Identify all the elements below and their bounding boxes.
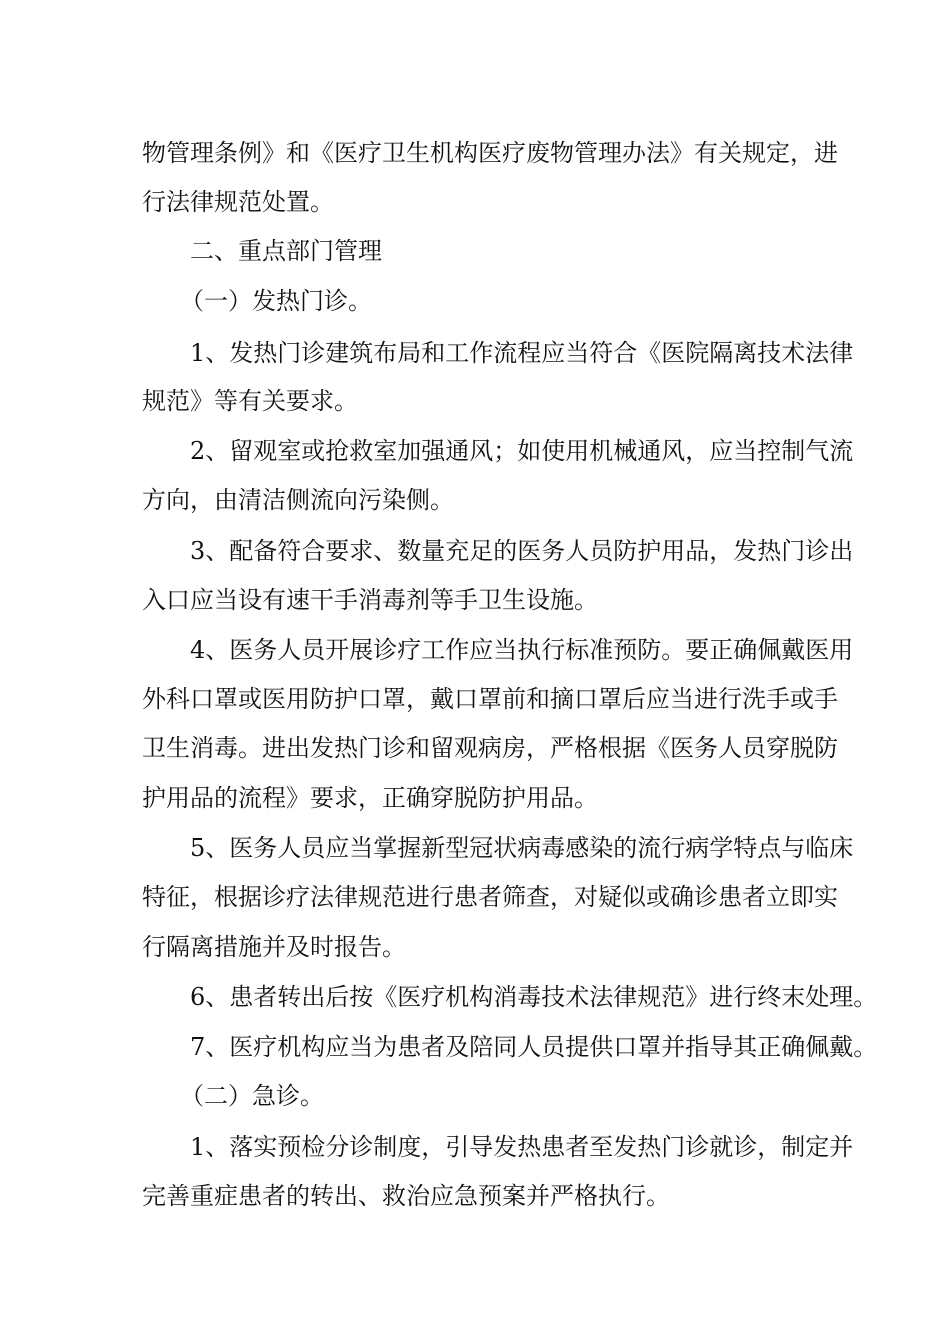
text-line: 1、落实预检分诊制度，引导发热患者至发热门诊就诊，制定并 — [190, 1133, 854, 1161]
text-line: 入口应当设有速干手消毒剂等手卫生设施。 — [142, 586, 598, 614]
text-line: 完善重症患者的转出、救治应急预案并严格执行。 — [142, 1182, 670, 1210]
text-line: 3、配备符合要求、数量充足的医务人员防护用品，发热门诊出 — [190, 537, 854, 565]
text-line: 行隔离措施并及时报告。 — [142, 933, 406, 961]
text-line: 6、患者转出后按《医疗机构消毒技术法律规范》进行终末处理。 — [190, 983, 878, 1011]
text-line: 2、留观室或抢救室加强通风；如使用机械通风，应当控制气流 — [190, 437, 854, 465]
text-line: 方向，由清洁侧流向污染侧。 — [142, 486, 454, 514]
section-heading: 二、重点部门管理 — [190, 237, 382, 265]
text-line: 护用品的流程》要求，正确穿脱防护用品。 — [142, 784, 598, 812]
text-line: 特征，根据诊疗法律规范进行患者筛查，对疑似或确诊患者立即实 — [142, 883, 838, 911]
text-line: 行法律规范处置。 — [142, 188, 334, 216]
text-line: 外科口罩或医用防护口罩，戴口罩前和摘口罩后应当进行洗手或手 — [142, 685, 838, 713]
text-line: 4、医务人员开展诊疗工作应当执行标准预防。要正确佩戴医用 — [190, 636, 854, 664]
text-line: 物管理条例》和《医疗卫生机构医疗废物管理办法》有关规定，进 — [142, 139, 838, 167]
text-line: 5、医务人员应当掌握新型冠状病毒感染的流行病学特点与临床 — [190, 834, 854, 862]
subsection-heading: （二）急诊。 — [180, 1082, 324, 1110]
text-line: 卫生消毒。进出发热门诊和留观病房，严格根据《医务人员穿脱防 — [142, 734, 838, 762]
text-line: 1、发热门诊建筑布局和工作流程应当符合《医院隔离技术法律 — [190, 339, 854, 367]
text-line: 规范》等有关要求。 — [142, 387, 358, 415]
text-line: 7、医疗机构应当为患者及陪同人员提供口罩并指导其正确佩戴。 — [190, 1033, 878, 1061]
subsection-heading: （一）发热门诊。 — [180, 287, 372, 315]
